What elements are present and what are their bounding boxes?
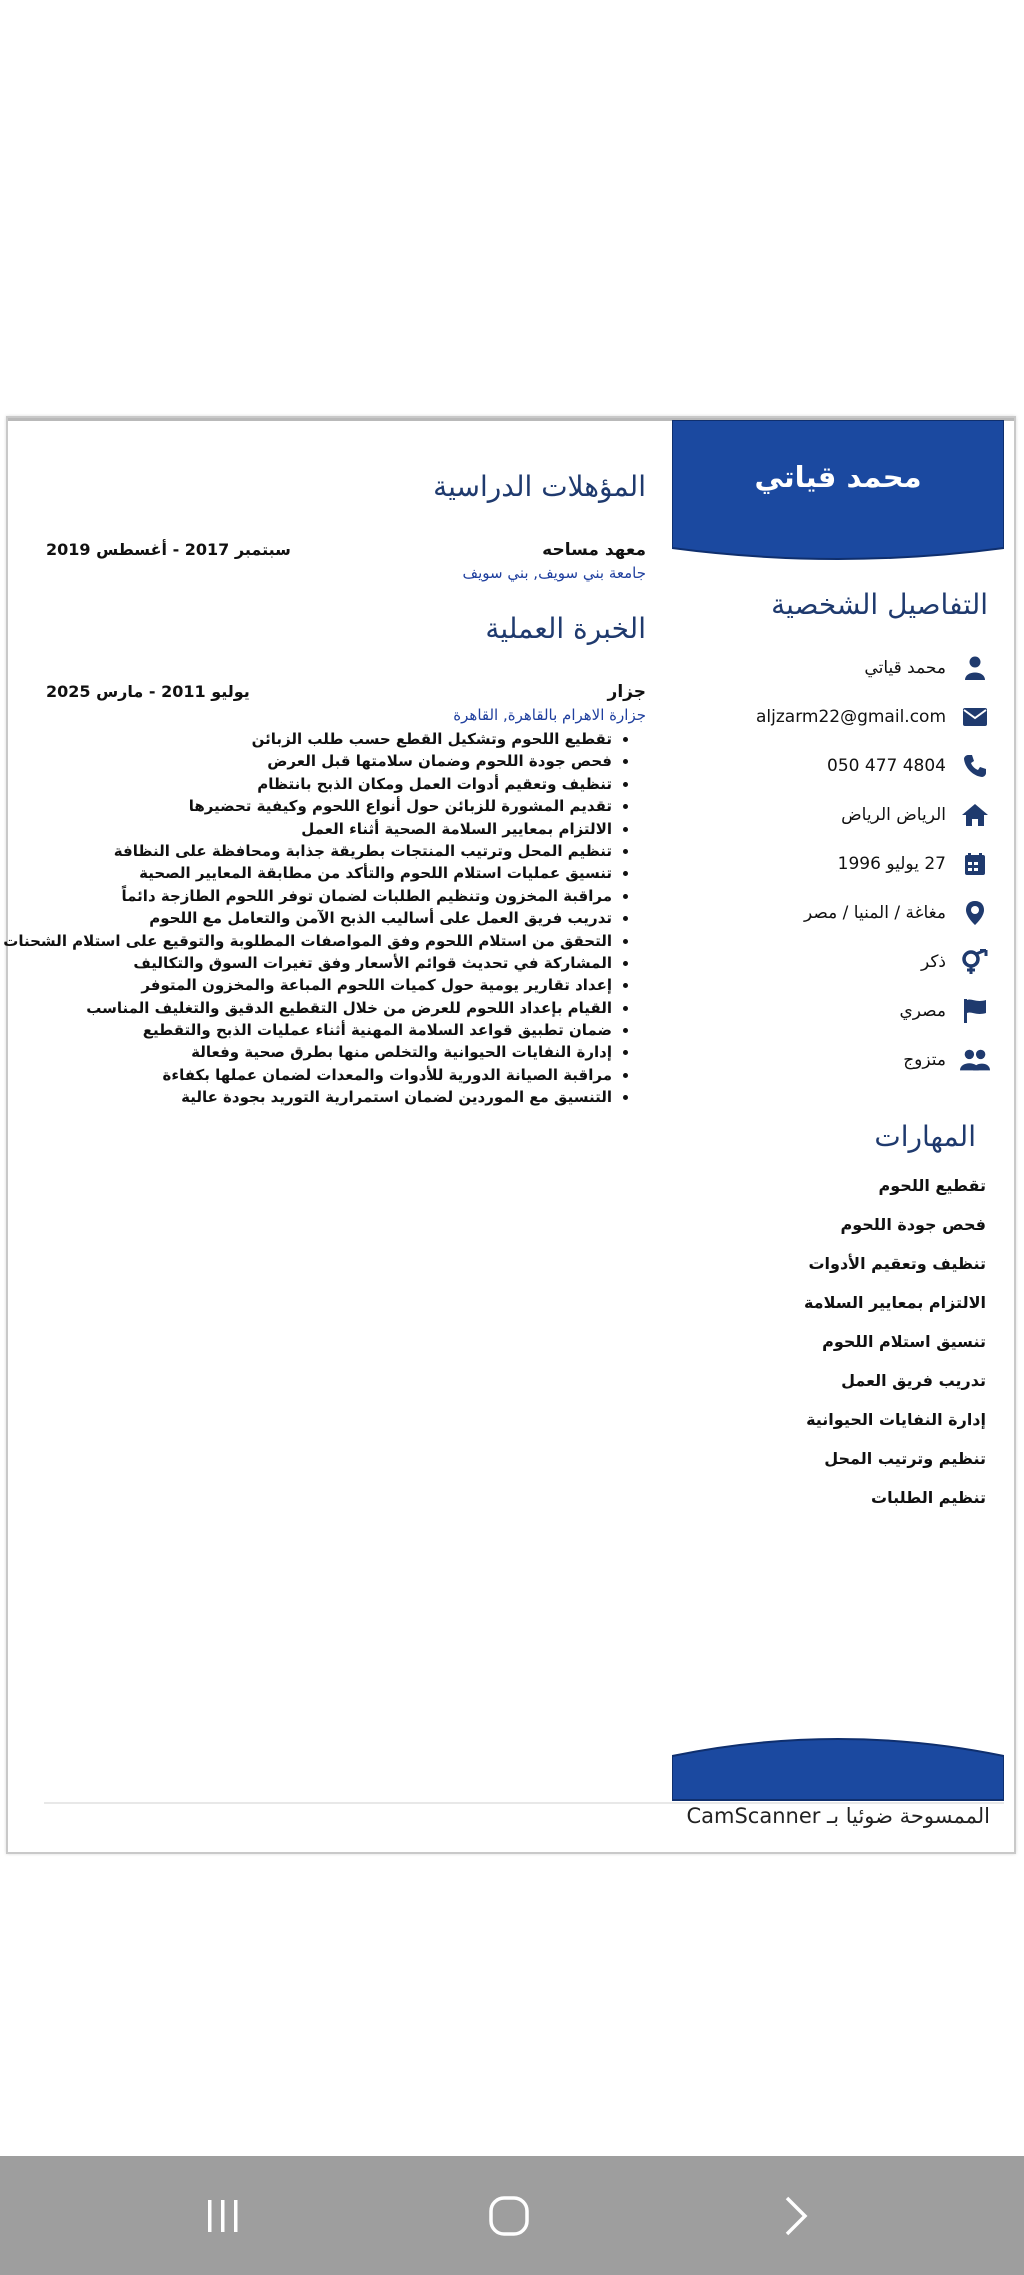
back-button[interactable] xyxy=(760,2186,830,2246)
education-institution: جامعة بني سويف, بني سويف xyxy=(462,564,646,582)
recent-apps-icon xyxy=(203,2196,243,2236)
detail-name xyxy=(672,648,990,688)
gender-icon xyxy=(960,947,990,977)
detail-gender-text: ذكر xyxy=(920,952,946,972)
skills-title: المهارات xyxy=(874,1120,976,1153)
education-title: المؤهلات الدراسية xyxy=(433,470,646,503)
home-icon xyxy=(960,800,990,830)
duty-item: • الالتزام بمعايير السلامة الصحية أثناء العمل xyxy=(48,818,612,840)
calendar-icon xyxy=(960,849,990,879)
duty-item: • التحقق من استلام اللحوم وفق المواصفات المطلوبة والتوقيع على استلام الشحنات xyxy=(48,930,612,952)
education-degree: معهد مساحه xyxy=(542,540,646,560)
camscanner-watermark: الممسوحة ضوئيا بـ CamScanner xyxy=(686,1804,990,1828)
home-button-icon xyxy=(487,2194,531,2238)
detail-address xyxy=(672,795,990,835)
detail-gender xyxy=(672,942,990,982)
duty-item: • تقديم المشورة للزبائن حول أنواع اللحوم وكيفية تحضيرها xyxy=(48,795,612,817)
sidebar-footer-band xyxy=(672,1732,1004,1812)
duty-item: • تدريب فريق العمل على أساليب الذبح الآمن والتعامل مع اللحوم xyxy=(48,907,612,929)
detail-address-text: الرياض الرياض xyxy=(841,805,946,825)
footer-wave-shape xyxy=(672,1732,1004,1812)
flag-icon xyxy=(960,996,990,1026)
detail-birthdate xyxy=(672,844,990,884)
detail-nationality xyxy=(672,991,990,1031)
detail-location-text: مغاغة / المنيا / مصر xyxy=(804,903,946,923)
skill-item: تنسيق استلام اللحوم xyxy=(822,1332,986,1351)
system-navigation-bar xyxy=(0,2156,1024,2275)
duty-item: • المشاركة في تحديث قوائم الأسعار وفق تغيرات السوق والتكاليف xyxy=(48,952,612,974)
duty-item: • تنسيق عمليات استلام اللحوم والتأكد من مطابقة المعايير الصحية xyxy=(48,862,612,884)
duty-item: • ضمان تطبيق قواعد السلامة المهنية أثناء عمليات الذبح والتقطيع xyxy=(48,1019,612,1041)
detail-phone xyxy=(672,746,990,786)
candidate-name: محمد قياتي xyxy=(754,460,922,494)
skill-item: الالتزام بمعايير السلامة xyxy=(803,1293,986,1312)
person-icon xyxy=(960,653,990,683)
back-icon xyxy=(777,2194,813,2238)
duty-item: • فحص جودة اللحوم وضمان سلامتها قبل العرض xyxy=(48,750,612,772)
duty-item: • التنسيق مع الموردين لضمان استمرارية التوريد بجودة عالية xyxy=(48,1086,612,1108)
experience-dates: يوليو 2011 - مارس 2025 xyxy=(46,682,250,701)
skill-item: تقطيع اللحوم xyxy=(878,1176,986,1195)
duty-item: • إعداد تقارير يومية حول كميات اللحوم المباعة والمخزون المتوفر xyxy=(48,974,612,996)
skill-item: فحص جودة اللحوم xyxy=(840,1215,986,1234)
detail-phone-text: 4804 477 050 xyxy=(827,756,946,776)
skills-list xyxy=(672,1166,986,1517)
duty-item: • القيام بإعداد اللحوم للعرض من خلال التقطيع الدقيق والتغليف المناسب xyxy=(48,997,612,1019)
education-dates: سبتمبر 2017 - أغسطس 2019 xyxy=(46,540,291,559)
duty-item: • تنظيف وتعقيم أدوات العمل ومكان الذبح بانتظام xyxy=(48,773,612,795)
experience-job-title: جزار xyxy=(607,682,646,702)
resume-page xyxy=(3,416,1016,1854)
duty-item: • مراقبة الصيانة الدورية للأدوات والمعدات لضمان عملها بكفاءة xyxy=(48,1064,612,1086)
personal-details-title: التفاصيل الشخصية xyxy=(771,588,988,621)
email-icon xyxy=(960,702,990,732)
detail-marital-status xyxy=(672,1040,990,1080)
duty-item: • إدارة النفايات الحيوانية والتخلص منها بطرق صحية وفعالة xyxy=(48,1041,612,1063)
duty-item: • تقطيع اللحوم وتشكيل القطع حسب طلب الزبائن xyxy=(48,728,612,750)
phone-icon xyxy=(960,751,990,781)
detail-nationality-text: مصري xyxy=(899,1001,946,1021)
skill-item: تنظيف وتعقيم الأدوات xyxy=(808,1254,986,1273)
skill-item: تدريب فريق العمل xyxy=(841,1371,986,1390)
detail-marital-status-text: متزوج xyxy=(903,1050,946,1070)
location-pin-icon xyxy=(960,898,990,928)
detail-birthdate-text: 27 يوليو 1996 xyxy=(837,854,946,874)
experience-employer: جزارة الاهرام بالقاهرة, القاهرة xyxy=(453,706,646,724)
duty-item: • مراقبة المخزون وتنظيم الطلبات لضمان توفر اللحوم الطازجة دائماً xyxy=(48,885,612,907)
duty-item: • تنظيم المحل وترتيب المنتجات بطريقة جذابة ومحافظة على النظافة xyxy=(48,840,612,862)
sidebar-header-band xyxy=(672,420,1004,566)
skill-item: تنظيم الطلبات xyxy=(871,1488,986,1507)
skill-item: إدارة النفايات الحيوانية xyxy=(806,1410,986,1429)
detail-name-text: محمد قياتي xyxy=(864,658,946,678)
detail-email-text: aljzarm22@gmail.com xyxy=(755,707,946,727)
detail-location xyxy=(672,893,990,933)
recent-apps-button[interactable] xyxy=(188,2186,258,2246)
experience-title: الخبرة العملية xyxy=(485,612,646,645)
experience-duties-list xyxy=(3,728,638,1109)
skill-item: تنظيم وترتيب المحل xyxy=(824,1449,986,1468)
home-button[interactable] xyxy=(474,2186,544,2246)
people-icon xyxy=(960,1045,990,1075)
detail-email xyxy=(672,697,990,737)
